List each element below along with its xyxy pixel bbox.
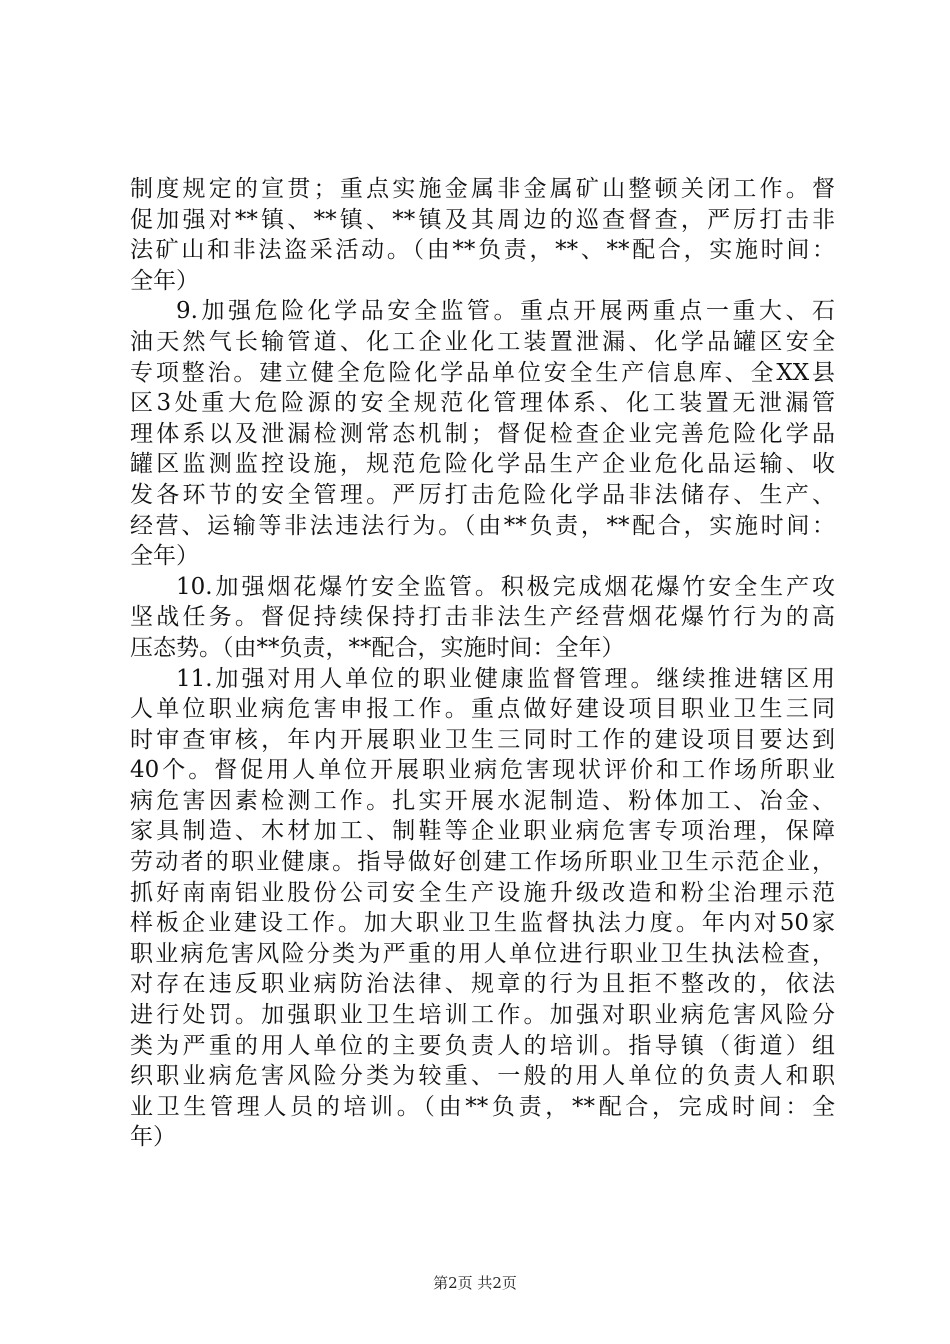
text-line: 劳动者的职业健康。指导做好创建工作场所职业卫生示范企业， — [130, 849, 835, 876]
text-line: 专项整治。建立健全危险化学品单位安全生产信息库、全XX县 — [130, 359, 835, 386]
text-line: 样板企业建设工作。加大职业卫生监督执法力度。年内对50家 — [130, 910, 835, 937]
text-line: 职业病危害风险分类为严重的用人单位进行职业卫生执法检查， — [130, 940, 835, 967]
text-line: 全年） — [130, 267, 199, 294]
text-line: 对存在违反职业病防治法律、规章的行为且拒不整改的，依法 — [130, 971, 835, 998]
text-line: 区3处重大危险源的安全规范化管理体系、化工装置无泄漏管 — [130, 390, 835, 417]
text-line: 人单位职业病危害申报工作。重点做好建设项目职业卫生三同 — [130, 696, 835, 723]
document-body — [130, 174, 835, 1153]
text-line: 促加强对**镇、**镇、**镇及其周边的巡查督查，严厉打击非 — [130, 206, 835, 233]
text-line: 家具制造、木材加工、制鞋等企业职业病危害专项治理，保障 — [130, 818, 835, 845]
text-line: 全年） — [130, 543, 199, 570]
text-line: 织职业病危害风险分类为较重、一般的用人单位的负责人和职 — [130, 1063, 835, 1090]
text-line: 9.加强危险化学品安全监管。重点开展两重点一重大、石 — [176, 298, 835, 325]
page-footer: 第2页 共2页 — [433, 1274, 517, 1292]
text-line: 坚战任务。督促持续保持打击非法生产经营烟花爆竹行为的高 — [130, 604, 835, 631]
text-line: 油天然气长输管道、化工企业化工装置泄漏、化学品罐区安全 — [130, 328, 835, 355]
text-line: 抓好南南铝业股份公司安全生产设施升级改造和粉尘治理示范 — [130, 879, 835, 906]
text-line: 制度规定的宣贯；重点实施金属非金属矿山整顿关闭工作。督 — [130, 176, 835, 202]
text-line: 业卫生管理人员的培训。（由**负责，**配合，完成时间：全 — [130, 1093, 835, 1120]
text-line: 压态势。（由**负责，**配合，实施时间：全年） — [130, 634, 625, 661]
text-line: 经营、运输等非法违法行为。（由**负责，**配合，实施时间： — [130, 512, 835, 539]
text-line: 类为严重的用人单位的主要负责人的培训。指导镇（街道）组 — [130, 1032, 835, 1059]
text-line: 法矿山和非法盗采活动。（由**负责，**、**配合，实施时间： — [130, 237, 835, 264]
text-line: 年） — [130, 1124, 176, 1151]
text-line: 病危害因素检测工作。扎实开展水泥制造、粉体加工、冶金、 — [130, 787, 835, 814]
text-line: 时审查审核，年内开展职业卫生三同时工作的建设项目要达到 — [130, 726, 835, 753]
text-line: 进行处罚。加强职业卫生培训工作。加强对职业病危害风险分 — [130, 1002, 835, 1029]
text-line: 11.加强对用人单位的职业健康监督管理。继续推进辖区用 — [176, 665, 835, 692]
text-line: 罐区监测监控设施，规范危险化学品生产企业危化品运输、收 — [130, 451, 835, 478]
text-line: 10.加强烟花爆竹安全监管。积极完成烟花爆竹安全生产攻 — [176, 573, 835, 600]
text-line: 发各环节的安全管理。严厉打击危险化学品非法储存、生产、 — [130, 481, 835, 508]
text-line: 理体系以及泄漏检测常态机制；督促检查企业完善危险化学品 — [130, 420, 835, 447]
text-line: 40个。督促用人单位开展职业病危害现状评价和工作场所职业 — [130, 757, 835, 784]
